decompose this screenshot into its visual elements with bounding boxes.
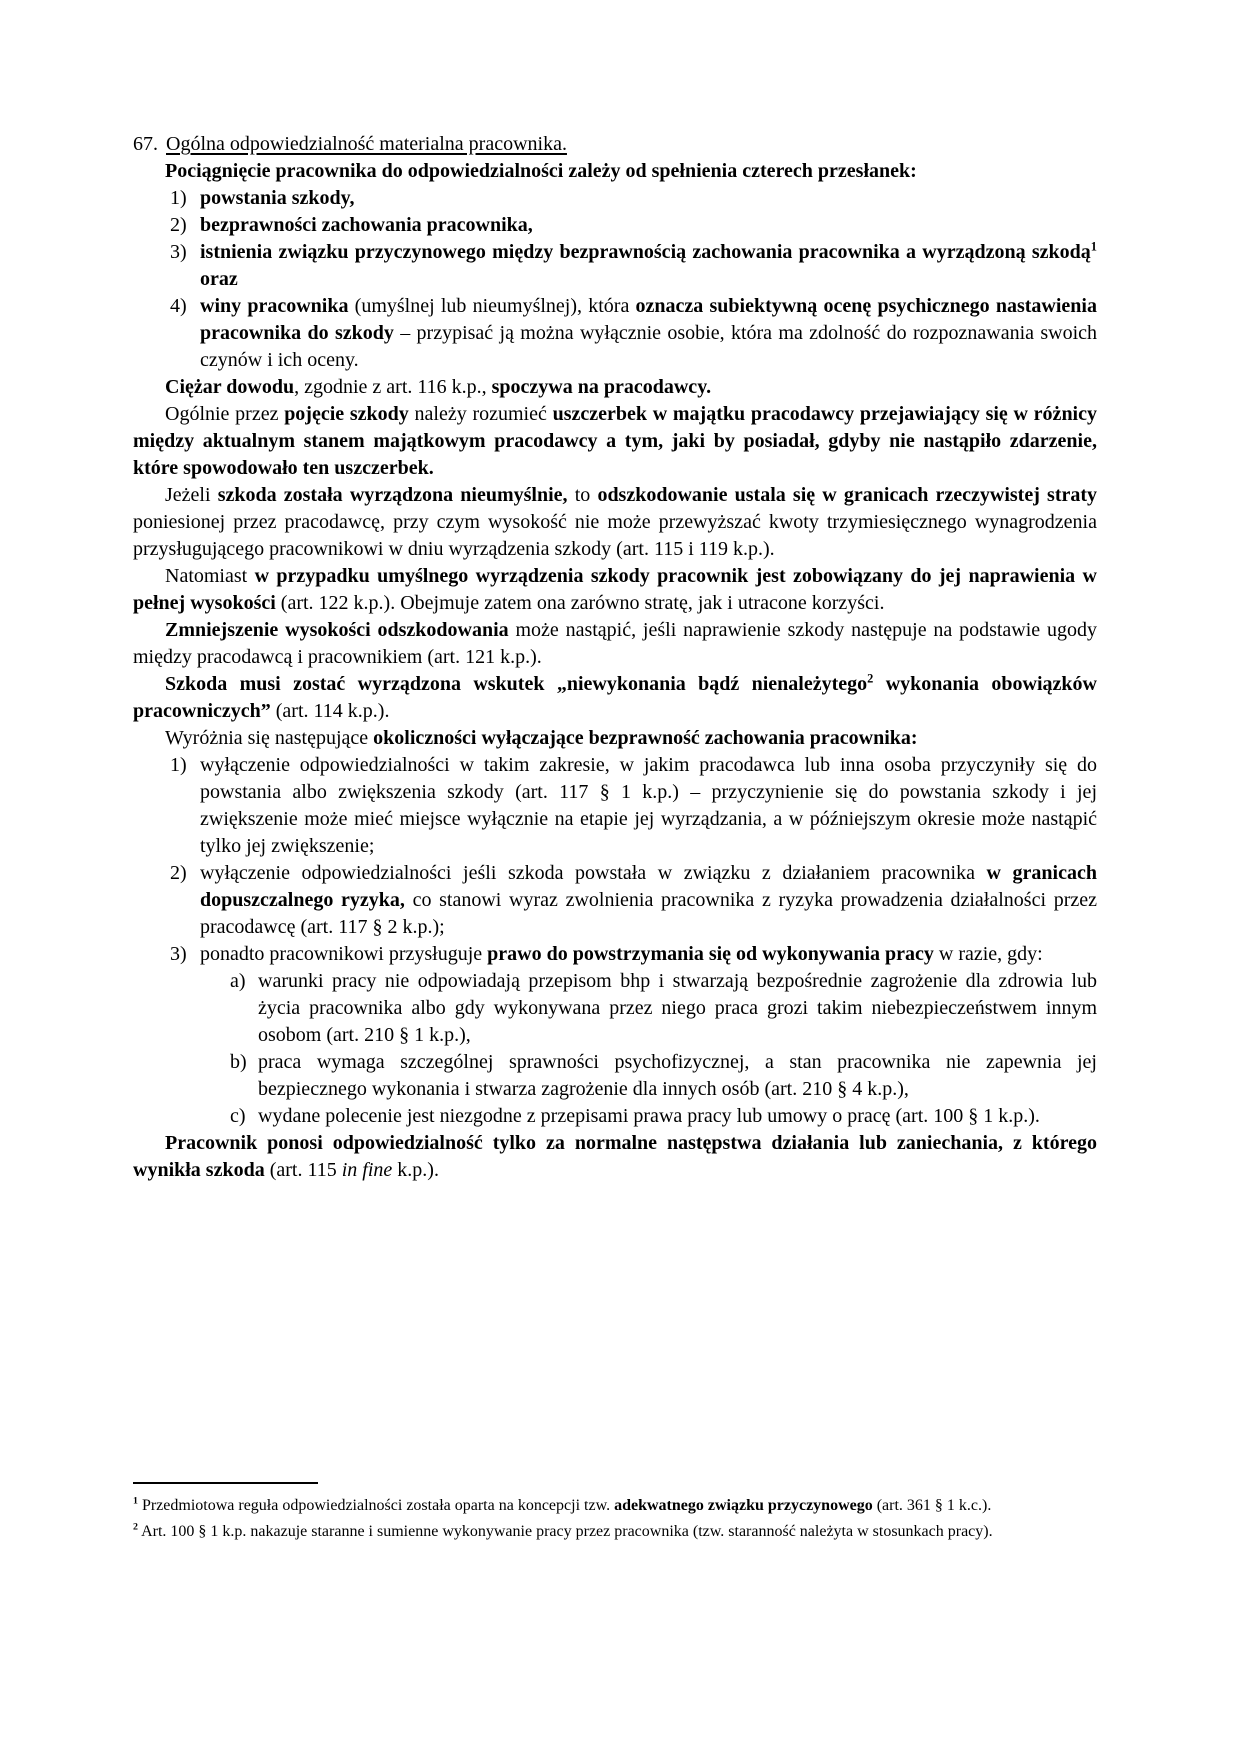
text-run: Art. 100 § 1 k.p. nakazuje staranne i sumienne wykonywanie pracy przez pracownika (tzw. staranność należyta w stosunkach pracy). [137, 1523, 993, 1540]
text-run: (umyślnej lub nieumyślnej), która [354, 295, 636, 317]
list-marker: 1) [170, 187, 187, 209]
list-item [133, 212, 1097, 239]
text-run: Pracownik ponosi odpowiedzialność tylko za normalne następstwa działania lub zaniechania, z którego wynikła szkoda [133, 1132, 1097, 1181]
text-run: w razie, gdy: [933, 943, 1043, 965]
list-item [133, 293, 1097, 374]
text-run: uszczerbek w majątku pracodawcy przejawiający się w różnicy między aktualnym stanem majątkowym pracodawcy a tym, jaki by posiadał, gdyby nie nastąpiło zdarzenie, które spowodowało ten uszczerbek. [133, 403, 1097, 479]
text-run: 1 [133, 1495, 138, 1507]
paragraph [133, 374, 1097, 401]
text-run: oraz [200, 268, 238, 290]
text-run: wyłączenie odpowiedzialności w takim zakresie, w jakim pracodawca lub inna osoba przyczyniły się do powstania albo zwiększenia szkody (art. 117 § 1 k.p.) – przyczynienie się do powstania szkody i jej zwiększenie może mieć miejsce wyłącznie na etapie jej wyrządzania, a w późniejszym okresie może nastąpić tylko jej zwiększenie; [200, 754, 1097, 857]
text-run: (art. 115 [264, 1159, 342, 1181]
list-marker: 2) [170, 214, 187, 236]
text-run: wykonania obowiązków pracowniczych” [133, 673, 1097, 722]
text-run: Ogólnie przez [165, 403, 285, 425]
paragraph [133, 158, 1097, 185]
text-run: to [567, 484, 598, 506]
text-run: wydane polecenie jest niezgodne z przepisami prawa pracy lub umowy o pracę (art. 100 § 1 k.p.). [258, 1105, 1040, 1127]
text-run: ponadto pracownikowi przysługuje [200, 943, 488, 965]
text-run: 2 [867, 671, 874, 686]
text-run: pojęcie szkody [284, 403, 409, 425]
paragraph [133, 725, 1097, 752]
text-run: powstania szkody, [200, 187, 355, 209]
text-run: prawo do powstrzymania się od wykonywania pracy [487, 943, 934, 965]
text-run: Ciężar dowodu [165, 376, 295, 398]
paragraph [133, 1130, 1097, 1184]
list-marker: b) [230, 1051, 247, 1073]
text-run: spoczywa na pracodawcy. [491, 376, 712, 398]
text-run: in fine [341, 1159, 393, 1181]
text-run: istnienia związku przyczynowego między bezprawnością zachowania pracownika a wyrządzoną szkodą [200, 241, 1091, 263]
list-marker: 1) [170, 754, 187, 776]
text-run: warunki pracy nie odpowiadają przepisom bhp i stwarzają bezpośrednie zagrożenie dla zdrowia lub życia pracownika albo gdy wykonywana przez niego praca grozi takim niebezpieczeństwem innym osobom (art. 210 § 1 k.p.), [258, 970, 1097, 1046]
text-run: , zgodnie z art. 116 k.p., [294, 376, 492, 398]
list-marker: a) [230, 970, 246, 992]
text-run: (art. 122 k.p.). Obejmuje zatem ona zarówno stratę, jak i utracone korzyści. [275, 592, 885, 614]
text-run: odszkodowanie ustala się w granicach rzeczywistej straty [597, 484, 1098, 506]
document-content [133, 131, 1097, 1184]
text-run: wyłączenie odpowiedzialności jeśli szkoda powstała w związku z działaniem pracownika [200, 862, 987, 884]
paragraph [133, 617, 1097, 671]
text-run: co stanowi wyraz zwolnienia pracownika z ryzyka prowadzenia działalności przez pracodawcę (art. 117 § 2 k.p.); [200, 889, 1097, 938]
list-marker: 2) [170, 862, 187, 884]
list-item [133, 1103, 1097, 1130]
text-run: w przypadku umyślnego wyrządzenia szkody pracownik jest zobowiązany do jej naprawienia w pełnej wysokości [133, 565, 1097, 614]
text-run: w granicach dopuszczalnego ryzyka, [200, 862, 1097, 911]
section-heading [133, 131, 1097, 158]
text-run: Wyróżnia się następujące [165, 727, 374, 749]
list-item [133, 1049, 1097, 1103]
text-run: oznacza subiektywną ocenę psychicznego nastawienia pracownika do szkody [200, 295, 1097, 344]
text-run: adekwatnego związku przyczynowego [614, 1497, 873, 1514]
paragraph [133, 401, 1097, 482]
text-run: Pociągnięcie pracownika do odpowiedzialności zależy od spełnienia czterech przesłanek: [165, 160, 917, 182]
section-title: Ogólna odpowiedzialność materialna pracownika. [166, 133, 567, 155]
text-run: Szkoda musi zostać wyrządzona wskutek „niewykonania bądź nienależytego [165, 673, 868, 695]
text-run: poniesionej przez pracodawcę, przy czym wysokość nie może przewyższać kwoty trzymiesięcznego wynagrodzenia przysługującego pracownikowi w dniu wyrządzenia szkody (art. 115 i 119 k.p.). [133, 511, 1097, 560]
list-item [133, 941, 1097, 968]
text-run: Przedmiotowa reguła odpowiedzialności została oparta na koncepcji tzw. [137, 1497, 615, 1514]
text-run: (art. 114 k.p.). [270, 700, 390, 722]
list-item [133, 860, 1097, 941]
section-number: 67. [133, 133, 158, 155]
list-item [133, 239, 1097, 293]
text-run: bezprawności zachowania pracownika, [200, 214, 533, 236]
footnote-separator [133, 1482, 318, 1484]
text-run: Zmniejszenie wysokości odszkodowania [165, 619, 509, 641]
list-marker: 3) [170, 241, 187, 263]
text-run: okoliczności wyłączające bezprawność zachowania pracownika: [373, 727, 918, 749]
paragraph [133, 563, 1097, 617]
list-item [133, 185, 1097, 212]
text-run: Jeżeli [165, 484, 218, 506]
text-run: należy rozumieć [408, 403, 553, 425]
text-run: 1 [1090, 239, 1097, 254]
footnote [133, 1519, 1097, 1545]
list-marker: c) [230, 1105, 246, 1127]
list-marker: 4) [170, 295, 187, 317]
text-run: Natomiast [165, 565, 255, 587]
list-item [133, 968, 1097, 1049]
footnote-list [133, 1493, 1097, 1545]
text-run: praca wymaga szczególnej sprawności psychofizycznej, a stan pracownika nie zapewnia jej bezpiecznego wykonania i stwarza zagrożenie dla innych osób (art. 210 § 4 k.p.), [258, 1051, 1097, 1100]
paragraph [133, 671, 1097, 725]
list-marker: 3) [170, 943, 187, 965]
text-run: k.p.). [392, 1159, 439, 1181]
text-run: szkoda została wyrządzona nieumyślnie, [217, 484, 568, 506]
text-run: – przypisać ją można wyłącznie osobie, która ma zdolność do rozpoznawania swoich czynów i ich oceny. [200, 322, 1098, 371]
list-item [133, 752, 1097, 860]
text-run: (art. 361 § 1 k.c.). [872, 1497, 992, 1514]
footnote [133, 1493, 1097, 1519]
text-run: 2 [133, 1521, 138, 1533]
footnotes [133, 1482, 1097, 1545]
paragraph [133, 482, 1097, 563]
document-body [133, 158, 1097, 1184]
text-run: może nastąpić, jeśli naprawienie szkody następuje na podstawie ugody między pracodawcą i pracownikiem (art. 121 k.p.). [133, 619, 1097, 668]
text-run: winy pracownika [200, 295, 355, 317]
